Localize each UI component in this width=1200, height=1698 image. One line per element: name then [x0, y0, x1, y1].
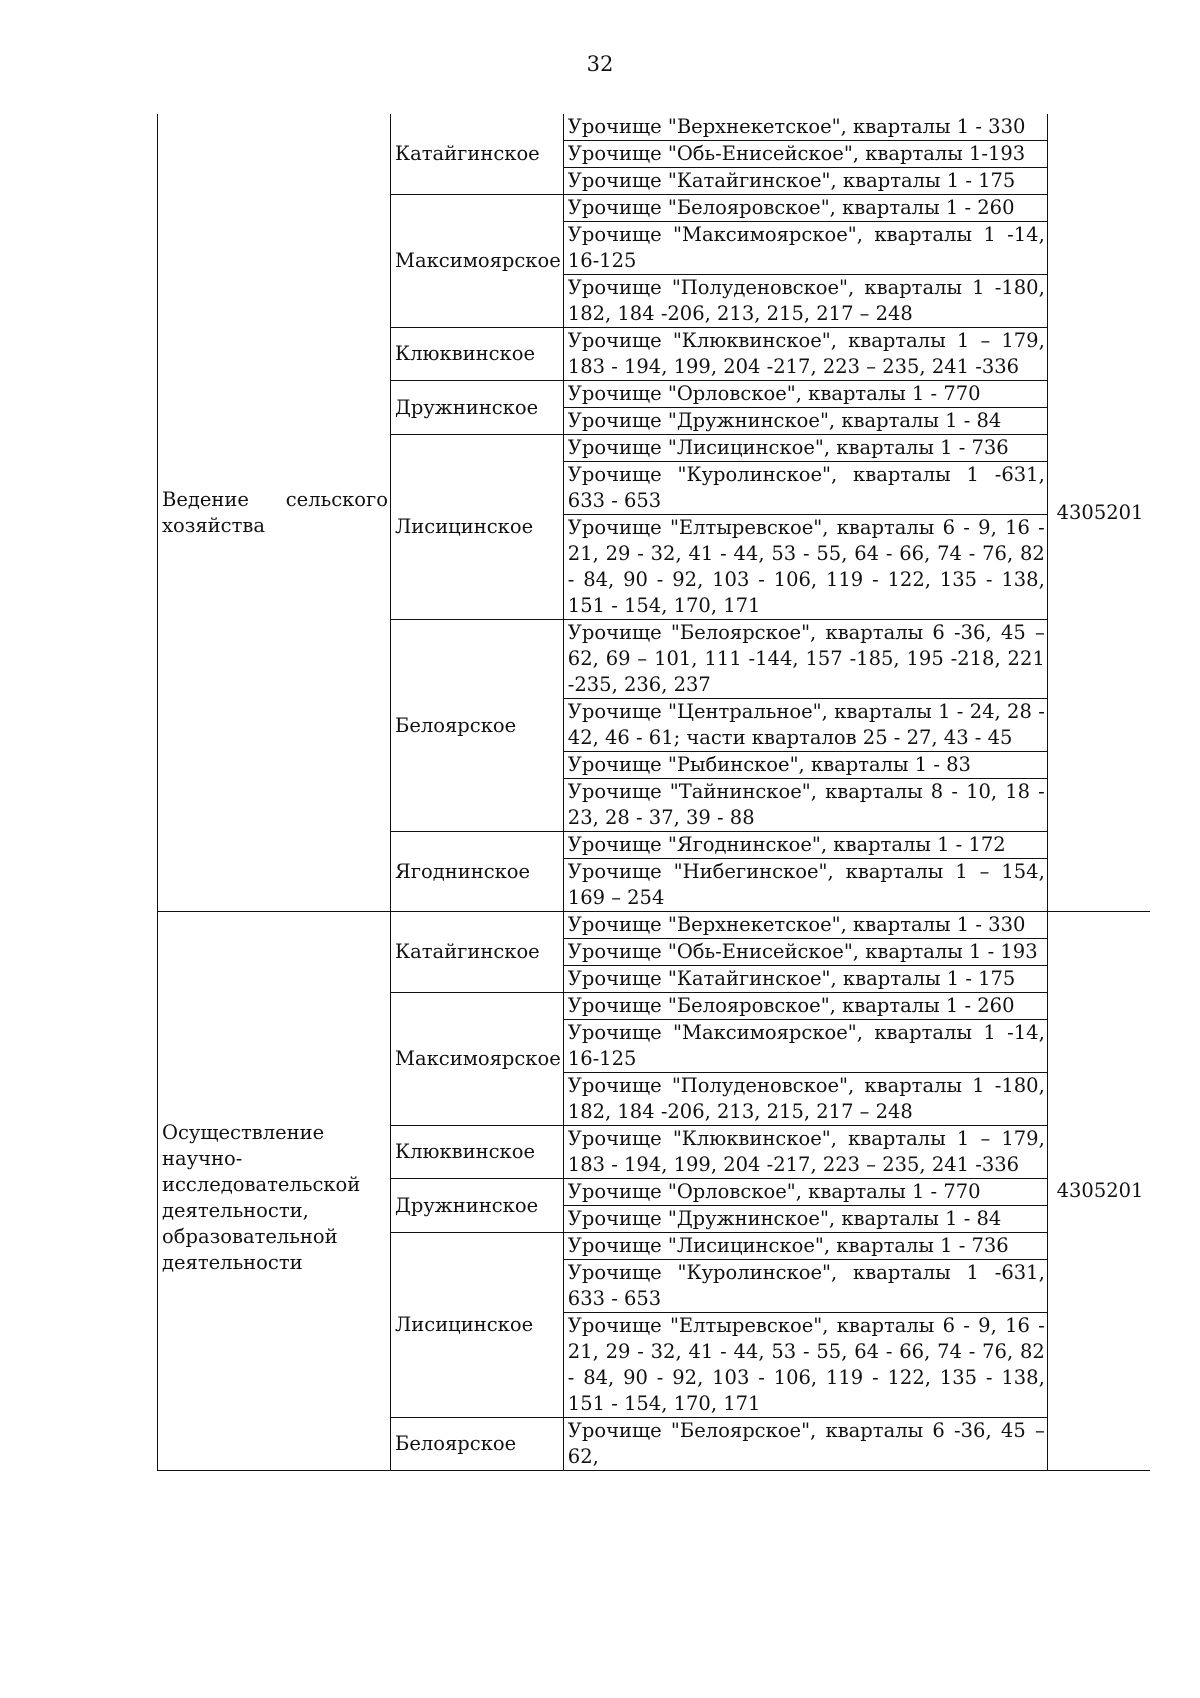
forestry-cell: Белоярское: [391, 620, 564, 832]
tract-cell: Урочище "Центральное", кварталы 1 - 24, 28 - 42, 46 - 61; части кварталов 25 - 27, 43 - 45: [563, 699, 1047, 752]
code-cell: 4305201: [1047, 912, 1150, 1471]
forestry-cell: Клюквинское: [391, 1126, 564, 1179]
forestry-cell: Максимоярское: [391, 195, 564, 328]
tract-cell: Урочище "Лисицинское", кварталы 1 - 736: [563, 435, 1047, 462]
tract-cell: Урочище "Ягоднинское", кварталы 1 - 172: [563, 832, 1047, 859]
tract-cell: Урочище "Рыбинское", кварталы 1 - 83: [563, 752, 1047, 779]
tract-cell: Урочище "Клюквинское", кварталы 1 – 179, 183 - 194, 199, 204 -217, 223 – 235, 241 -336: [563, 1126, 1047, 1179]
table-row: [158, 912, 1151, 939]
tract-cell: Урочище "Лисицинское", кварталы 1 - 736: [563, 1233, 1047, 1260]
tract-cell: Урочище "Катайгинское", кварталы 1 - 175: [563, 168, 1047, 195]
tract-cell: Урочище "Нибегинское", кварталы 1 – 154, 169 – 254: [563, 859, 1047, 912]
forestry-cell: Дружнинское: [391, 1179, 564, 1233]
forestry-cell: Ягоднинское: [391, 832, 564, 912]
tract-cell: Урочище "Верхнекетское", кварталы 1 - 330: [563, 912, 1047, 939]
forestry-cell: Лисицинское: [391, 435, 564, 620]
forestry-cell: Максимоярское: [391, 993, 564, 1126]
tract-cell: Урочище "Верхнекетское", кварталы 1 - 330: [563, 114, 1047, 141]
tract-cell: Урочище "Дружнинское", кварталы 1 - 84: [563, 408, 1047, 435]
forestry-cell: Клюквинское: [391, 328, 564, 381]
tract-cell: Урочище "Обь-Енисейское", кварталы 1-193: [563, 141, 1047, 168]
forestry-cell: Катайгинское: [391, 114, 564, 195]
tract-cell: Урочище "Орловское", кварталы 1 - 770: [563, 1179, 1047, 1206]
tract-cell: Урочище "Клюквинское", кварталы 1 – 179, 183 - 194, 199, 204 -217, 223 – 235, 241 -336: [563, 328, 1047, 381]
forestry-cell: Дружнинское: [391, 381, 564, 435]
tract-cell: Урочище "Обь-Енисейское", кварталы 1 - 193: [563, 939, 1047, 966]
tract-cell: Урочище "Елтыревское", кварталы 6 - 9, 16 - 21, 29 - 32, 41 - 44, 53 - 55, 64 - 66, 74 - 76, 82 - 84, 90 - 92, 103 - 106, 119 - 122, 135 - 138, 151 - 154, 170, 171: [563, 1313, 1047, 1418]
tract-cell: Урочище "Тайнинское", кварталы 8 - 10, 18 - 23, 28 - 37, 39 - 88: [563, 779, 1047, 832]
tract-cell: Урочище "Максимоярское", кварталы 1 -14, 16-125: [563, 1020, 1047, 1073]
tract-cell: Урочище "Максимоярское", кварталы 1 -14, 16-125: [563, 222, 1047, 275]
tract-cell: Урочище "Орловское", кварталы 1 - 770: [563, 381, 1047, 408]
tract-cell: Урочище "Полуденовское", кварталы 1 -180, 182, 184 -206, 213, 215, 217 – 248: [563, 1073, 1047, 1126]
tract-cell: Урочище "Куролинское", кварталы 1 -631, 633 - 653: [563, 462, 1047, 515]
tract-cell: Урочище "Белояровское", кварталы 1 - 260: [563, 993, 1047, 1020]
code-cell: 4305201: [1047, 114, 1150, 912]
tract-cell: Урочище "Елтыревское", кварталы 6 - 9, 16 - 21, 29 - 32, 41 - 44, 53 - 55, 64 - 66, 74 - 76, 82 - 84, 90 - 92, 103 - 106, 119 - 122, 135 - 138, 151 - 154, 170, 171: [563, 515, 1047, 620]
usage-type-cell: Осуществление научно-исследовательской деятельности, образовательной деятельности: [158, 912, 391, 1471]
forestry-cell: Белоярское: [391, 1418, 564, 1471]
page-number: 32: [586, 52, 614, 76]
tract-cell: Урочище "Катайгинское", кварталы 1 - 175: [563, 966, 1047, 993]
tract-cell: Урочище "Дружнинское", кварталы 1 - 84: [563, 1206, 1047, 1233]
tract-cell: Урочище "Куролинское", кварталы 1 -631, 633 - 653: [563, 1260, 1047, 1313]
table-row: [158, 114, 1151, 141]
usage-type-cell: Ведение сельского хозяйства: [158, 114, 391, 912]
tract-cell: Урочище "Белояровское", кварталы 1 - 260: [563, 195, 1047, 222]
tract-cell: Урочище "Белоярское", кварталы 6 -36, 45 – 62, 69 – 101, 111 -144, 157 -185, 195 -218, 221 -235, 236, 237: [563, 620, 1047, 699]
forestry-cell: Лисицинское: [391, 1233, 564, 1418]
land-use-table: [157, 114, 1150, 1471]
tract-cell: Урочище "Полуденовское", кварталы 1 -180, 182, 184 -206, 213, 215, 217 – 248: [563, 275, 1047, 328]
tract-cell: Урочище "Белоярское", кварталы 6 -36, 45 – 62,: [563, 1418, 1047, 1471]
forestry-cell: Катайгинское: [391, 912, 564, 993]
